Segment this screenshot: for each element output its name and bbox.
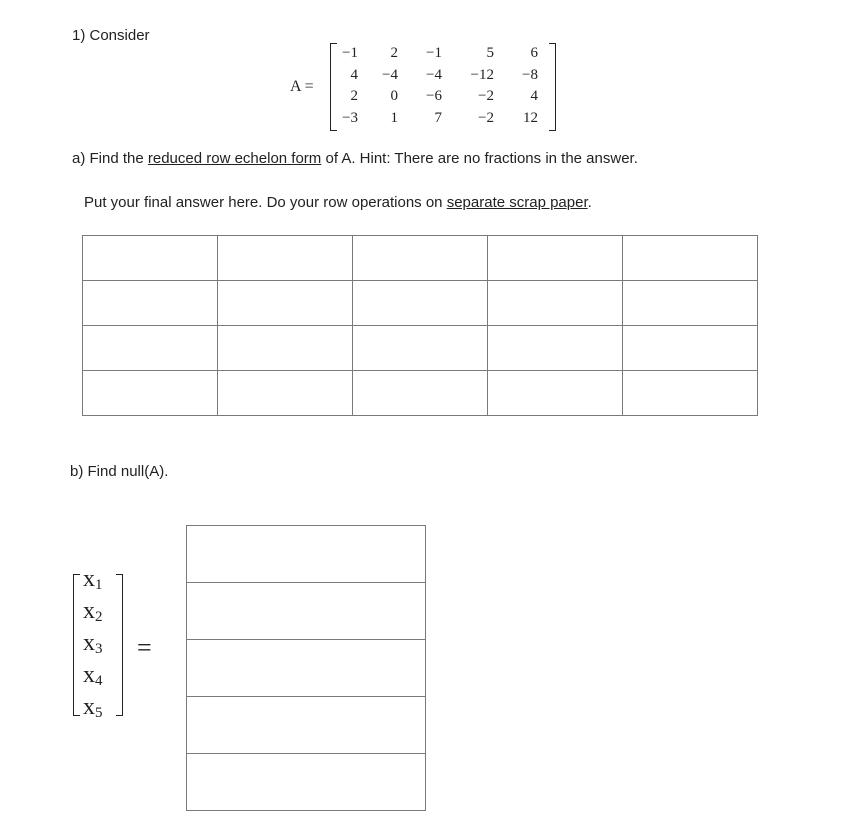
matrix-entry: 4 <box>530 88 538 105</box>
answer-cell[interactable] <box>488 326 623 371</box>
question-heading: 1) Consider <box>72 27 150 44</box>
matrix-entry: 6 <box>530 45 538 62</box>
rref-row <box>83 236 758 281</box>
matrix-entry: −2 <box>478 88 494 105</box>
matrix-entries <box>334 43 538 129</box>
null-answer-cell[interactable] <box>187 583 426 640</box>
vector-right-bracket <box>116 574 123 716</box>
answer-cell[interactable] <box>353 326 488 371</box>
var-x3: $x_3$ <box>83 630 103 657</box>
rref-row <box>83 371 758 416</box>
var-x5: $x_5$ <box>83 694 103 721</box>
answer-cell[interactable] <box>218 281 353 326</box>
instr-prefix: Put your final answer here. Do your row operations on <box>84 194 447 211</box>
rref-row <box>83 281 758 326</box>
matrix-entry: 12 <box>523 109 538 126</box>
answer-cell[interactable] <box>83 326 218 371</box>
matrix-entry: −1 <box>426 45 442 62</box>
scrap-paper-term: separate scrap paper <box>446 194 588 211</box>
matrix-a <box>330 43 556 131</box>
variable-vector <box>73 566 123 720</box>
matrix-right-bracket <box>549 43 556 131</box>
var-x4: $x_4$ <box>83 662 103 689</box>
answer-cell[interactable] <box>218 326 353 371</box>
null-answer-cell[interactable] <box>187 526 426 583</box>
answer-cell[interactable] <box>488 281 623 326</box>
matrix-entry: −1 <box>342 45 358 62</box>
matrix-entry: −6 <box>426 88 442 105</box>
answer-cell[interactable] <box>623 326 758 371</box>
part-a-prompt <box>72 150 638 167</box>
null-answer-cell[interactable] <box>187 754 426 811</box>
matrix-row <box>334 86 538 108</box>
matrix-entry: −2 <box>478 109 494 126</box>
rref-term: reduced row echelon form <box>147 150 322 167</box>
equals-sign: = <box>137 633 152 662</box>
rref-row <box>83 326 758 371</box>
part-a-prefix: a) Find the <box>72 150 148 167</box>
null-answer-cell[interactable] <box>187 640 426 697</box>
matrix-row <box>334 65 538 87</box>
answer-cell[interactable] <box>488 236 623 281</box>
matrix-entry: −4 <box>382 66 398 83</box>
matrix-entry: −3 <box>342 109 358 126</box>
answer-cell[interactable] <box>488 371 623 416</box>
matrix-entry: 2 <box>390 45 398 62</box>
var-x1: $x_1$ <box>83 566 103 593</box>
matrix-entry: 5 <box>486 45 494 62</box>
null-answer-cell[interactable] <box>187 697 426 754</box>
answer-cell[interactable] <box>83 281 218 326</box>
matrix-entry: −8 <box>522 66 538 83</box>
answer-cell[interactable] <box>353 236 488 281</box>
answer-cell[interactable] <box>623 281 758 326</box>
instr-suffix: . <box>587 194 592 211</box>
matrix-row <box>334 108 538 130</box>
part-a-instructions <box>84 194 592 211</box>
part-b-prompt: b) Find null(A). <box>70 463 169 480</box>
answer-cell[interactable] <box>623 371 758 416</box>
matrix-entry: −4 <box>426 66 442 83</box>
matrix-entry: 1 <box>390 109 398 126</box>
answer-cell[interactable] <box>83 371 218 416</box>
answer-cell[interactable] <box>83 236 218 281</box>
rref-answer-grid <box>82 235 758 416</box>
answer-cell[interactable] <box>623 236 758 281</box>
matrix-entry: 4 <box>350 66 358 83</box>
answer-cell[interactable] <box>218 236 353 281</box>
matrix-entry: 0 <box>390 88 398 105</box>
matrix-entry: 2 <box>350 88 358 105</box>
part-a-suffix: of A. Hint: There are no fractions in the answer. <box>321 150 638 167</box>
answer-cell[interactable] <box>353 371 488 416</box>
answer-cell[interactable] <box>218 371 353 416</box>
vector-left-bracket <box>73 574 80 716</box>
answer-cell[interactable] <box>353 281 488 326</box>
matrix-label: A = <box>290 78 314 95</box>
matrix-entry: −12 <box>470 66 494 83</box>
null-answer-grid <box>186 525 426 811</box>
matrix-entry: 7 <box>434 109 442 126</box>
var-x2: $x_2$ <box>83 598 103 625</box>
matrix-row <box>334 43 538 65</box>
